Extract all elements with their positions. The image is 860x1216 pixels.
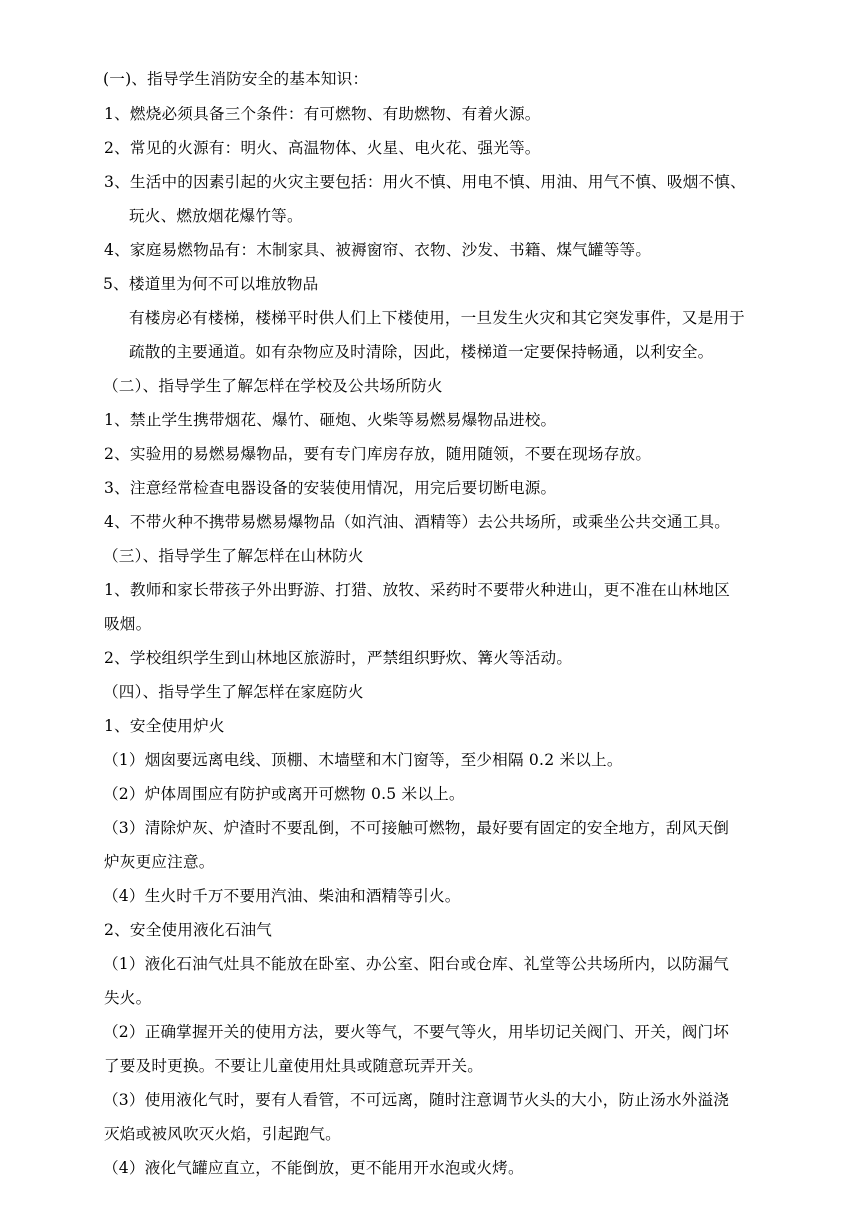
text-line: 炉灰更应注意。 (104, 853, 215, 871)
heading-school-fire-prevention: （二）、指导学生了解怎样在学校及公共场所防火 (103, 377, 443, 395)
heading-basic-knowledge: (一)、指导学生消防安全的基本知识： (103, 70, 369, 88)
text-line: 3、注意经常检查电器设备的安装使用情况，用完后要切断电源。 (104, 479, 557, 497)
text-line: （4）生火时千万不要用汽油、柴油和酒精等引火。 (103, 887, 461, 905)
text-line: 了要及时更换。不要让儿童使用灶具或随意玩弄开关。 (104, 1057, 484, 1075)
text-line: （3）使用液化气时，要有人看管，不可远离，随时注意调节火头的大小，防止汤水外溢浇 (103, 1091, 730, 1109)
text-line: （1）烟囱要远离电线、顶棚、木墙壁和木门窗等，至少相隔 0.2 米以上。 (103, 751, 623, 769)
text-line: 4、家庭易燃物品有：木制家具、被褥窗帘、衣物、沙发、书籍、煤气罐等等。 (104, 241, 652, 259)
heading-home-fire-prevention: （四）、指导学生了解怎样在家庭防火 (103, 683, 364, 701)
text-line: （2）正确掌握开关的使用方法，要火等气，不要气等火，用毕切记关阀门、开关，阀门坏 (103, 1023, 730, 1041)
text-line: 1、禁止学生携带烟花、爆竹、砸炮、火柴等易燃易爆物品进校。 (104, 411, 557, 429)
text-line: 4、不带火种不携带易燃易爆物品（如汽油、酒精等）去公共场所，或乘坐公共交通工具。 (104, 513, 731, 531)
text-line: （3）清除炉灰、炉渣时不要乱倒，不可接触可燃物，最好要有固定的安全地方，刮风天倒 (103, 819, 730, 837)
text-line: 吸烟。 (104, 615, 152, 633)
text-line: 失火。 (104, 989, 152, 1007)
heading-forest-fire-prevention: （三）、指导学生了解怎样在山林防火 (103, 547, 364, 565)
text-line: 疏散的主要通道。如有杂物应及时清除，因此，楼梯道一定要保持畅通，以利安全。 (129, 343, 714, 361)
text-line: 1、燃烧必须具备三个条件：有可燃物、有助燃物、有着火源。 (104, 105, 541, 123)
text-line: （2）炉体周围应有防护或离开可燃物 0.5 米以上。 (103, 785, 465, 803)
text-line: （4）液化气罐应直立，不能倒放，更不能用开水泡或火烤。 (103, 1159, 524, 1177)
text-line: 2、常见的火源有：明火、高温物体、火星、电火花、强光等。 (104, 139, 541, 157)
text-line: 1、安全使用炉火 (104, 717, 225, 735)
text-line: 1、教师和家长带孩子外出野游、打猎、放牧、采药时不要带火种进山，更不准在山林地区 (104, 581, 731, 599)
text-line: 玩火、燃放烟花爆竹等。 (129, 207, 303, 225)
text-line: 有楼房必有楼梯，楼梯平时供人们上下楼使用，一旦发生火灾和其它突发事件，又是用于 (129, 309, 745, 327)
text-line: 灭焰或被风吹灭火焰，引起跑气。 (104, 1125, 341, 1143)
text-line: 3、生活中的因素引起的火灾主要包括：用火不慎、用电不慎、用油、用气不慎、吸烟不慎、 (104, 173, 746, 191)
text-line: 2、学校组织学生到山林地区旅游时，严禁组织野炊、篝火等活动。 (104, 649, 573, 667)
text-line: 2、安全使用液化石油气 (104, 921, 273, 939)
text-line: 2、实验用的易燃易爆物品，要有专门库房存放，随用随领，不要在现场存放。 (104, 445, 652, 463)
text-line: （1）液化石油气灶具不能放在卧室、办公室、阳台或仓库、礼堂等公共场所内，以防漏气 (103, 955, 730, 973)
text-line: 5、楼道里为何不可以堆放物品 (103, 275, 319, 293)
